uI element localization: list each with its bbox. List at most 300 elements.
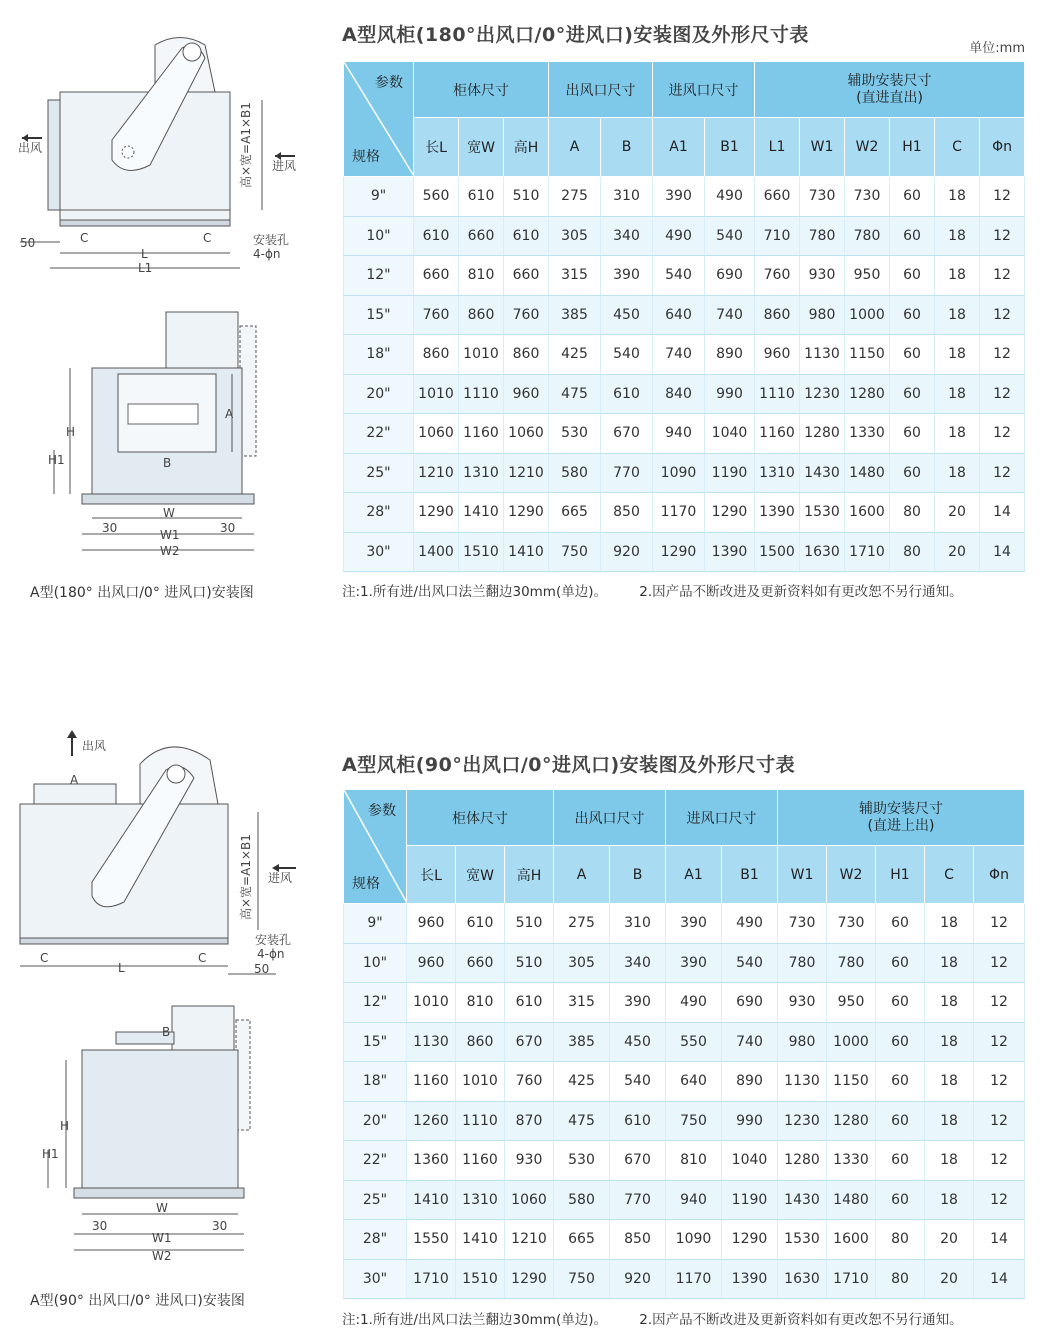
- value-cell: 60: [890, 295, 935, 335]
- value-cell: 760: [414, 295, 459, 335]
- header-aux-line1: 辅助安装尺寸: [847, 72, 932, 89]
- value-cell: 490: [653, 216, 705, 256]
- label-w1: W1: [160, 528, 180, 542]
- value-cell: 12: [974, 1022, 1025, 1062]
- value-cell: 60: [890, 335, 935, 375]
- value-cell: 18: [925, 904, 974, 944]
- value-cell: 18: [935, 177, 980, 217]
- label-h1-90: H1: [42, 1147, 59, 1161]
- value-cell: 14: [974, 1259, 1025, 1299]
- column-header: 长L: [414, 118, 459, 177]
- value-cell: 450: [610, 1022, 666, 1062]
- value-cell: 640: [666, 1062, 722, 1102]
- value-cell: 1130: [778, 1062, 827, 1102]
- value-cell: 340: [610, 943, 666, 983]
- value-cell: 660: [459, 216, 504, 256]
- value-cell: 940: [653, 414, 705, 454]
- value-cell: 315: [554, 983, 610, 1023]
- value-cell: 60: [890, 374, 935, 414]
- value-cell: 1290: [414, 493, 459, 533]
- column-header: Φn: [980, 118, 1025, 177]
- label-l1: L1: [138, 261, 153, 275]
- label-mount-hole-spec: 4-ϕn: [253, 247, 281, 261]
- table-row: [344, 983, 1025, 1023]
- value-cell: 530: [554, 1141, 610, 1181]
- value-cell: 510: [504, 177, 549, 217]
- value-cell: 1710: [407, 1259, 456, 1299]
- value-cell: 1360: [407, 1141, 456, 1181]
- value-cell: 18: [925, 1062, 974, 1102]
- column-header: B: [610, 846, 666, 904]
- label-h: H: [66, 425, 76, 439]
- value-cell: 12: [974, 1101, 1025, 1141]
- header-group-aux-90: [778, 790, 1025, 846]
- value-cell: 960: [407, 943, 456, 983]
- value-cell: 20: [925, 1259, 974, 1299]
- value-cell: 1160: [456, 1141, 505, 1181]
- value-cell: 610: [505, 983, 554, 1023]
- table-row: [344, 493, 1025, 533]
- label-w2: W2: [160, 544, 180, 558]
- value-cell: 1170: [653, 493, 705, 533]
- label-30-right-90: 30: [212, 1219, 228, 1233]
- value-cell: 390: [601, 256, 653, 296]
- value-cell: 1040: [722, 1141, 778, 1181]
- value-cell: 780: [778, 943, 827, 983]
- spec-cell: 30": [344, 1259, 407, 1299]
- spec-cell: 25": [344, 1180, 407, 1220]
- label-dim-50: 50: [20, 236, 36, 250]
- value-cell: 1010: [414, 374, 459, 414]
- value-cell: 12: [974, 904, 1025, 944]
- value-cell: 1600: [827, 1220, 876, 1260]
- value-cell: 1110: [755, 374, 800, 414]
- value-cell: 610: [601, 374, 653, 414]
- value-cell: 18: [935, 414, 980, 454]
- value-cell: 1500: [755, 532, 800, 572]
- value-cell: 690: [705, 256, 755, 296]
- label-30-right: 30: [220, 521, 236, 535]
- label-inlet-90: 进风: [268, 871, 293, 885]
- value-cell: 390: [610, 983, 666, 1023]
- value-cell: 1090: [653, 453, 705, 493]
- value-cell: 1510: [459, 532, 504, 572]
- value-cell: 490: [705, 177, 755, 217]
- value-cell: 1230: [778, 1101, 827, 1141]
- label-30-left-90: 30: [92, 1219, 108, 1233]
- table-notes-90: [342, 1308, 991, 1328]
- header-corner-spec-90: 规格: [352, 876, 380, 892]
- value-cell: 14: [980, 493, 1025, 533]
- value-cell: 810: [666, 1141, 722, 1181]
- value-cell: 12: [980, 177, 1025, 217]
- value-cell: 310: [610, 904, 666, 944]
- value-cell: 1510: [456, 1259, 505, 1299]
- value-cell: 850: [601, 493, 653, 533]
- value-cell: 1530: [800, 493, 845, 533]
- header-corner: [344, 62, 414, 177]
- label-c-left: C: [80, 231, 89, 245]
- value-cell: 1110: [459, 374, 504, 414]
- spec-cell: 10": [344, 943, 407, 983]
- side-view-drawing-180: [0, 0, 330, 570]
- value-cell: 60: [890, 216, 935, 256]
- value-cell: 80: [876, 1259, 925, 1299]
- value-cell: 1330: [845, 414, 890, 454]
- value-cell: 1430: [778, 1180, 827, 1220]
- header-corner-params: 参数: [375, 75, 403, 91]
- spec-cell: 22": [344, 1141, 407, 1181]
- table-row: [344, 374, 1025, 414]
- value-cell: 1280: [778, 1141, 827, 1181]
- header-group-body: 柜体尺寸: [414, 62, 549, 118]
- value-cell: 1630: [800, 532, 845, 572]
- value-cell: 750: [666, 1101, 722, 1141]
- column-header: B1: [705, 118, 755, 177]
- spec-table-body: [344, 177, 1025, 572]
- header-corner-spec: 规格: [352, 149, 380, 165]
- table-row: [344, 1101, 1025, 1141]
- column-header: W1: [778, 846, 827, 904]
- spec-table-body-90: [344, 904, 1025, 1299]
- value-cell: 810: [456, 983, 505, 1023]
- value-cell: 1170: [666, 1259, 722, 1299]
- value-cell: 1410: [459, 493, 504, 533]
- value-cell: 1090: [666, 1220, 722, 1260]
- value-cell: 475: [554, 1101, 610, 1141]
- section-90-outlet: [0, 730, 1045, 1343]
- value-cell: 1310: [459, 453, 504, 493]
- value-cell: 660: [456, 943, 505, 983]
- value-cell: 18: [935, 453, 980, 493]
- section-title-90: A型风柜(90°出风口/0°进风口)安装图及外形尺寸表: [342, 754, 796, 776]
- value-cell: 1280: [827, 1101, 876, 1141]
- value-cell: 1290: [722, 1220, 778, 1260]
- value-cell: 1040: [705, 414, 755, 454]
- value-cell: 18: [925, 1180, 974, 1220]
- column-header: A: [554, 846, 610, 904]
- value-cell: 12: [980, 295, 1025, 335]
- value-cell: 870: [505, 1101, 554, 1141]
- value-cell: 475: [549, 374, 601, 414]
- value-cell: 1400: [414, 532, 459, 572]
- label-dim-50-90: 50: [254, 962, 270, 976]
- label-outlet-90: 出风: [82, 739, 107, 753]
- value-cell: 315: [549, 256, 601, 296]
- value-cell: 890: [705, 335, 755, 375]
- label-l-90: L: [118, 961, 125, 975]
- value-cell: 12: [974, 1062, 1025, 1102]
- value-cell: 860: [456, 1022, 505, 1062]
- value-cell: 1410: [456, 1220, 505, 1260]
- value-cell: 840: [653, 374, 705, 414]
- value-cell: 275: [554, 904, 610, 944]
- value-cell: 640: [653, 295, 705, 335]
- value-cell: 1010: [459, 335, 504, 375]
- label-mount-hole: 安装孔: [253, 233, 290, 247]
- value-cell: 275: [549, 177, 601, 217]
- table-row: [344, 1022, 1025, 1062]
- label-mount-hole-90: 安装孔: [255, 933, 292, 947]
- value-cell: 1130: [800, 335, 845, 375]
- value-cell: 780: [845, 216, 890, 256]
- header-aux-line2: (直进直出): [856, 89, 923, 106]
- note-2: 2.因产品不断改进及更新资料如有更改恕不另行通知。: [639, 584, 963, 600]
- value-cell: 610: [456, 904, 505, 944]
- table-row: [344, 216, 1025, 256]
- value-cell: 1550: [407, 1220, 456, 1260]
- drawing-caption: A型(180° 出风口/0° 进风口)安装图: [30, 585, 254, 601]
- value-cell: 540: [722, 943, 778, 983]
- value-cell: 710: [755, 216, 800, 256]
- value-cell: 660: [504, 256, 549, 296]
- section-title: A型风柜(180°出风口/0°进风口)安装图及外形尺寸表: [342, 24, 809, 46]
- value-cell: 20: [935, 532, 980, 572]
- value-cell: 12: [980, 374, 1025, 414]
- value-cell: 540: [653, 256, 705, 296]
- value-cell: 760: [755, 256, 800, 296]
- value-cell: 18: [935, 256, 980, 296]
- side-view-drawing-90: [0, 730, 330, 1270]
- spec-cell: 12": [344, 983, 407, 1023]
- value-cell: 1430: [800, 453, 845, 493]
- value-cell: 14: [974, 1220, 1025, 1260]
- value-cell: 960: [504, 374, 549, 414]
- value-cell: 670: [505, 1022, 554, 1062]
- value-cell: 1290: [653, 532, 705, 572]
- value-cell: 580: [549, 453, 601, 493]
- label-c-right: C: [203, 231, 212, 245]
- spec-cell: 20": [344, 1101, 407, 1141]
- value-cell: 1410: [407, 1180, 456, 1220]
- value-cell: 1710: [827, 1259, 876, 1299]
- note-1-90: 注:1.所有进/出风口法兰翻边30mm(单边)。: [342, 1312, 607, 1328]
- spec-cell: 18": [344, 1062, 407, 1102]
- value-cell: 1710: [845, 532, 890, 572]
- unit-label: 单位:mm: [969, 41, 1025, 56]
- value-cell: 18: [935, 216, 980, 256]
- table-row: [344, 1062, 1025, 1102]
- value-cell: 810: [459, 256, 504, 296]
- value-cell: 890: [722, 1062, 778, 1102]
- table-row: [344, 1220, 1025, 1260]
- value-cell: 390: [653, 177, 705, 217]
- value-cell: 1280: [800, 414, 845, 454]
- value-cell: 1060: [504, 414, 549, 454]
- value-cell: 80: [890, 493, 935, 533]
- column-header: B: [601, 118, 653, 177]
- value-cell: 12: [980, 414, 1025, 454]
- table-row: [344, 1259, 1025, 1299]
- drawing-caption-90: A型(90° 出风口/0° 进风口)安装图: [30, 1293, 245, 1309]
- column-header: A1: [653, 118, 705, 177]
- header-group-body-90: 柜体尺寸: [407, 790, 554, 846]
- value-cell: 385: [554, 1022, 610, 1062]
- value-cell: 670: [610, 1141, 666, 1181]
- column-header: H1: [890, 118, 935, 177]
- spec-table-180: [343, 61, 1025, 572]
- label-w: W: [163, 506, 175, 520]
- spec-cell: 28": [344, 1220, 407, 1260]
- value-cell: 60: [876, 943, 925, 983]
- value-cell: 60: [876, 1022, 925, 1062]
- value-cell: 1290: [504, 493, 549, 533]
- spec-cell: 9": [344, 177, 414, 217]
- value-cell: 18: [925, 1022, 974, 1062]
- value-cell: 14: [980, 532, 1025, 572]
- label-c-left-90: C: [40, 951, 49, 965]
- value-cell: 860: [459, 295, 504, 335]
- value-cell: 920: [601, 532, 653, 572]
- value-cell: 385: [549, 295, 601, 335]
- value-cell: 990: [722, 1101, 778, 1141]
- header-columns-row: [344, 118, 1025, 177]
- value-cell: 80: [876, 1220, 925, 1260]
- value-cell: 730: [800, 177, 845, 217]
- column-header: 长L: [407, 846, 456, 904]
- label-h-90: H: [60, 1119, 70, 1133]
- spec-cell: 30": [344, 532, 414, 572]
- table-row: [344, 532, 1025, 572]
- column-header: 高H: [504, 118, 549, 177]
- value-cell: 1630: [778, 1259, 827, 1299]
- header-group-outlet: 出风口尺寸: [549, 62, 653, 118]
- value-cell: 425: [554, 1062, 610, 1102]
- value-cell: 12: [974, 1141, 1025, 1181]
- label-mount-hole-spec-90: 4-ϕn: [257, 947, 285, 961]
- column-header: 高H: [505, 846, 554, 904]
- label-a-90: A: [70, 773, 79, 787]
- value-cell: 660: [755, 177, 800, 217]
- column-header: W2: [845, 118, 890, 177]
- label-side-dim-90: 高×宽=A1×B1: [239, 834, 253, 920]
- value-cell: 665: [554, 1220, 610, 1260]
- value-cell: 920: [610, 1259, 666, 1299]
- value-cell: 1160: [407, 1062, 456, 1102]
- value-cell: 980: [778, 1022, 827, 1062]
- table-row: [344, 943, 1025, 983]
- value-cell: 1480: [845, 453, 890, 493]
- spec-cell: 9": [344, 904, 407, 944]
- header-columns-row-90: [344, 846, 1025, 904]
- value-cell: 1150: [845, 335, 890, 375]
- column-header: C: [925, 846, 974, 904]
- header-group-outlet-90: 出风口尺寸: [554, 790, 666, 846]
- value-cell: 60: [876, 1180, 925, 1220]
- section-180-outlet: [0, 0, 1045, 620]
- value-cell: 1290: [705, 493, 755, 533]
- value-cell: 860: [755, 295, 800, 335]
- label-inlet: 进风: [272, 159, 297, 173]
- label-b-90: B: [162, 1025, 171, 1039]
- table-row: [344, 904, 1025, 944]
- value-cell: 1010: [456, 1062, 505, 1102]
- value-cell: 540: [610, 1062, 666, 1102]
- value-cell: 60: [876, 904, 925, 944]
- spec-cell: 22": [344, 414, 414, 454]
- value-cell: 1330: [827, 1141, 876, 1181]
- value-cell: 1130: [407, 1022, 456, 1062]
- spec-cell: 18": [344, 335, 414, 375]
- label-w1-90: W1: [152, 1231, 172, 1245]
- value-cell: 12: [980, 335, 1025, 375]
- table-row: [344, 1141, 1025, 1181]
- table-row: [344, 335, 1025, 375]
- value-cell: 1010: [407, 983, 456, 1023]
- value-cell: 340: [601, 216, 653, 256]
- header-group-inlet-90: 进风口尺寸: [666, 790, 778, 846]
- column-header: W2: [827, 846, 876, 904]
- spec-cell: 20": [344, 374, 414, 414]
- value-cell: 550: [666, 1022, 722, 1062]
- value-cell: 18: [925, 943, 974, 983]
- header-corner-params-90: 参数: [368, 803, 396, 819]
- value-cell: 850: [610, 1220, 666, 1260]
- label-side-dim: 高×宽=A1×B1: [239, 102, 253, 188]
- column-header: W1: [800, 118, 845, 177]
- value-cell: 390: [666, 943, 722, 983]
- table-notes: [342, 580, 991, 600]
- value-cell: 1160: [755, 414, 800, 454]
- spec-table-90: [343, 789, 1025, 1299]
- value-cell: 1190: [722, 1180, 778, 1220]
- column-header: L1: [755, 118, 800, 177]
- header-aux-line2-90: (直进上出): [867, 817, 935, 834]
- value-cell: 1280: [845, 374, 890, 414]
- value-cell: 18: [925, 1101, 974, 1141]
- value-cell: 610: [459, 177, 504, 217]
- value-cell: 1260: [407, 1101, 456, 1141]
- table-row: [344, 414, 1025, 454]
- value-cell: 1150: [827, 1062, 876, 1102]
- label-w-90: W: [156, 1201, 168, 1215]
- value-cell: 860: [414, 335, 459, 375]
- value-cell: 780: [827, 943, 876, 983]
- column-header: 宽W: [459, 118, 504, 177]
- value-cell: 18: [935, 335, 980, 375]
- value-cell: 990: [705, 374, 755, 414]
- note-1: 注:1.所有进/出风口法兰翻边30mm(单边)。: [342, 584, 607, 600]
- value-cell: 60: [876, 1062, 925, 1102]
- value-cell: 1110: [456, 1101, 505, 1141]
- value-cell: 960: [407, 904, 456, 944]
- value-cell: 1600: [845, 493, 890, 533]
- value-cell: 740: [705, 295, 755, 335]
- column-header: C: [935, 118, 980, 177]
- label-w2-90: W2: [152, 1249, 172, 1263]
- table-row: [344, 1180, 1025, 1220]
- value-cell: 540: [601, 335, 653, 375]
- value-cell: 1190: [705, 453, 755, 493]
- value-cell: 60: [890, 177, 935, 217]
- label-a: A: [225, 407, 234, 421]
- value-cell: 1390: [722, 1259, 778, 1299]
- value-cell: 1060: [414, 414, 459, 454]
- value-cell: 1310: [456, 1180, 505, 1220]
- value-cell: 510: [505, 904, 554, 944]
- value-cell: 540: [705, 216, 755, 256]
- value-cell: 12: [980, 216, 1025, 256]
- value-cell: 770: [610, 1180, 666, 1220]
- value-cell: 12: [980, 256, 1025, 296]
- column-header: Φn: [974, 846, 1025, 904]
- label-h1: H1: [48, 453, 65, 467]
- table-row: [344, 453, 1025, 493]
- header-group-aux: [755, 62, 1025, 118]
- table-row: [344, 295, 1025, 335]
- value-cell: 740: [722, 1022, 778, 1062]
- value-cell: 60: [876, 1141, 925, 1181]
